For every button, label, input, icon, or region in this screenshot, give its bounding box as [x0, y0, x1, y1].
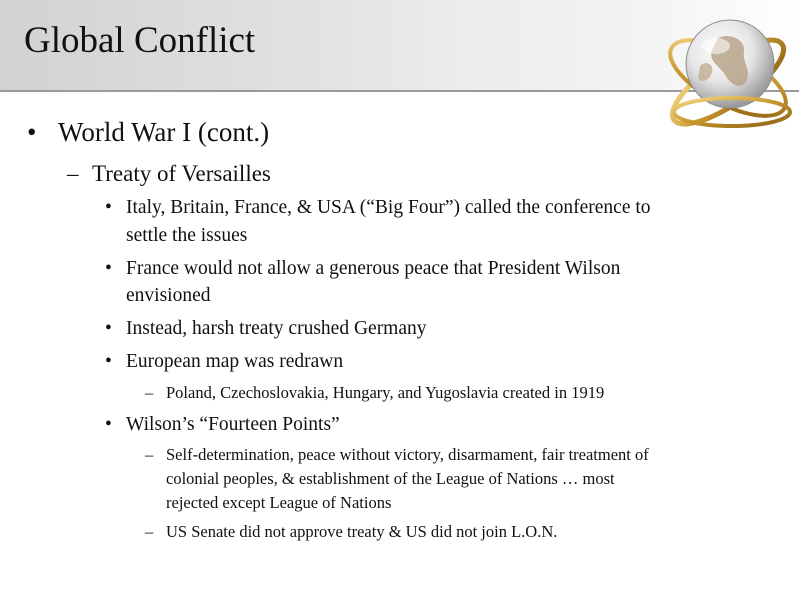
item-line: Instead, harsh treaty crushed Germany [126, 318, 427, 339]
slide-title: Global Conflict [24, 20, 256, 61]
list-item [105, 196, 651, 219]
bullet-marker: • [105, 351, 112, 372]
item-line: Wilson’s “Fourteen Points” [126, 414, 340, 435]
item-line: colonial peoples, & establishment of the League of Nations … most [166, 469, 615, 488]
item-line: settle the issues [126, 225, 248, 246]
item-line: envisioned [126, 285, 211, 306]
item-line: Italy, Britain, France, & USA (“Big Four”) called the conference to [126, 197, 651, 218]
bullet-marker: • [27, 117, 37, 147]
bullet-marker: • [105, 414, 112, 435]
item-line: Poland, Czechoslovakia, Hungary, and Yugoslavia created in 1919 [166, 383, 605, 402]
item-line: Self-determination, peace without victory, disarmament, fair treatment of [166, 445, 649, 464]
item-line: US Senate did not approve treaty & US did not join L.O.N. [166, 522, 558, 541]
bullet-level2 [67, 160, 271, 188]
bullet-level1 [27, 116, 269, 148]
dash-marker: – [67, 161, 79, 186]
list-item [105, 257, 620, 280]
list-item [105, 317, 427, 340]
dash-marker: – [145, 445, 154, 464]
item-line: rejected except League of Nations [166, 493, 392, 512]
sub-list-item [145, 522, 557, 542]
dash-marker: – [145, 522, 154, 541]
list-item [105, 350, 343, 373]
bullet-text: Treaty of Versailles [92, 161, 271, 186]
dash-marker: – [145, 383, 154, 402]
item-line: France would not allow a generous peace that President Wilson [126, 258, 621, 279]
item-continuation [105, 284, 210, 307]
item-continuation [105, 224, 247, 247]
list-item [105, 413, 340, 436]
bullet-marker: • [105, 258, 112, 279]
bullet-marker: • [105, 197, 112, 218]
item-continuation [145, 469, 615, 489]
globe-icon [660, 0, 799, 148]
item-line: European map was redrawn [126, 351, 344, 372]
bullet-marker: • [105, 318, 112, 339]
sub-list-item [145, 445, 649, 465]
bullet-text: World War I (cont.) [58, 117, 270, 147]
item-continuation [145, 493, 391, 513]
sub-list-item [145, 383, 604, 403]
